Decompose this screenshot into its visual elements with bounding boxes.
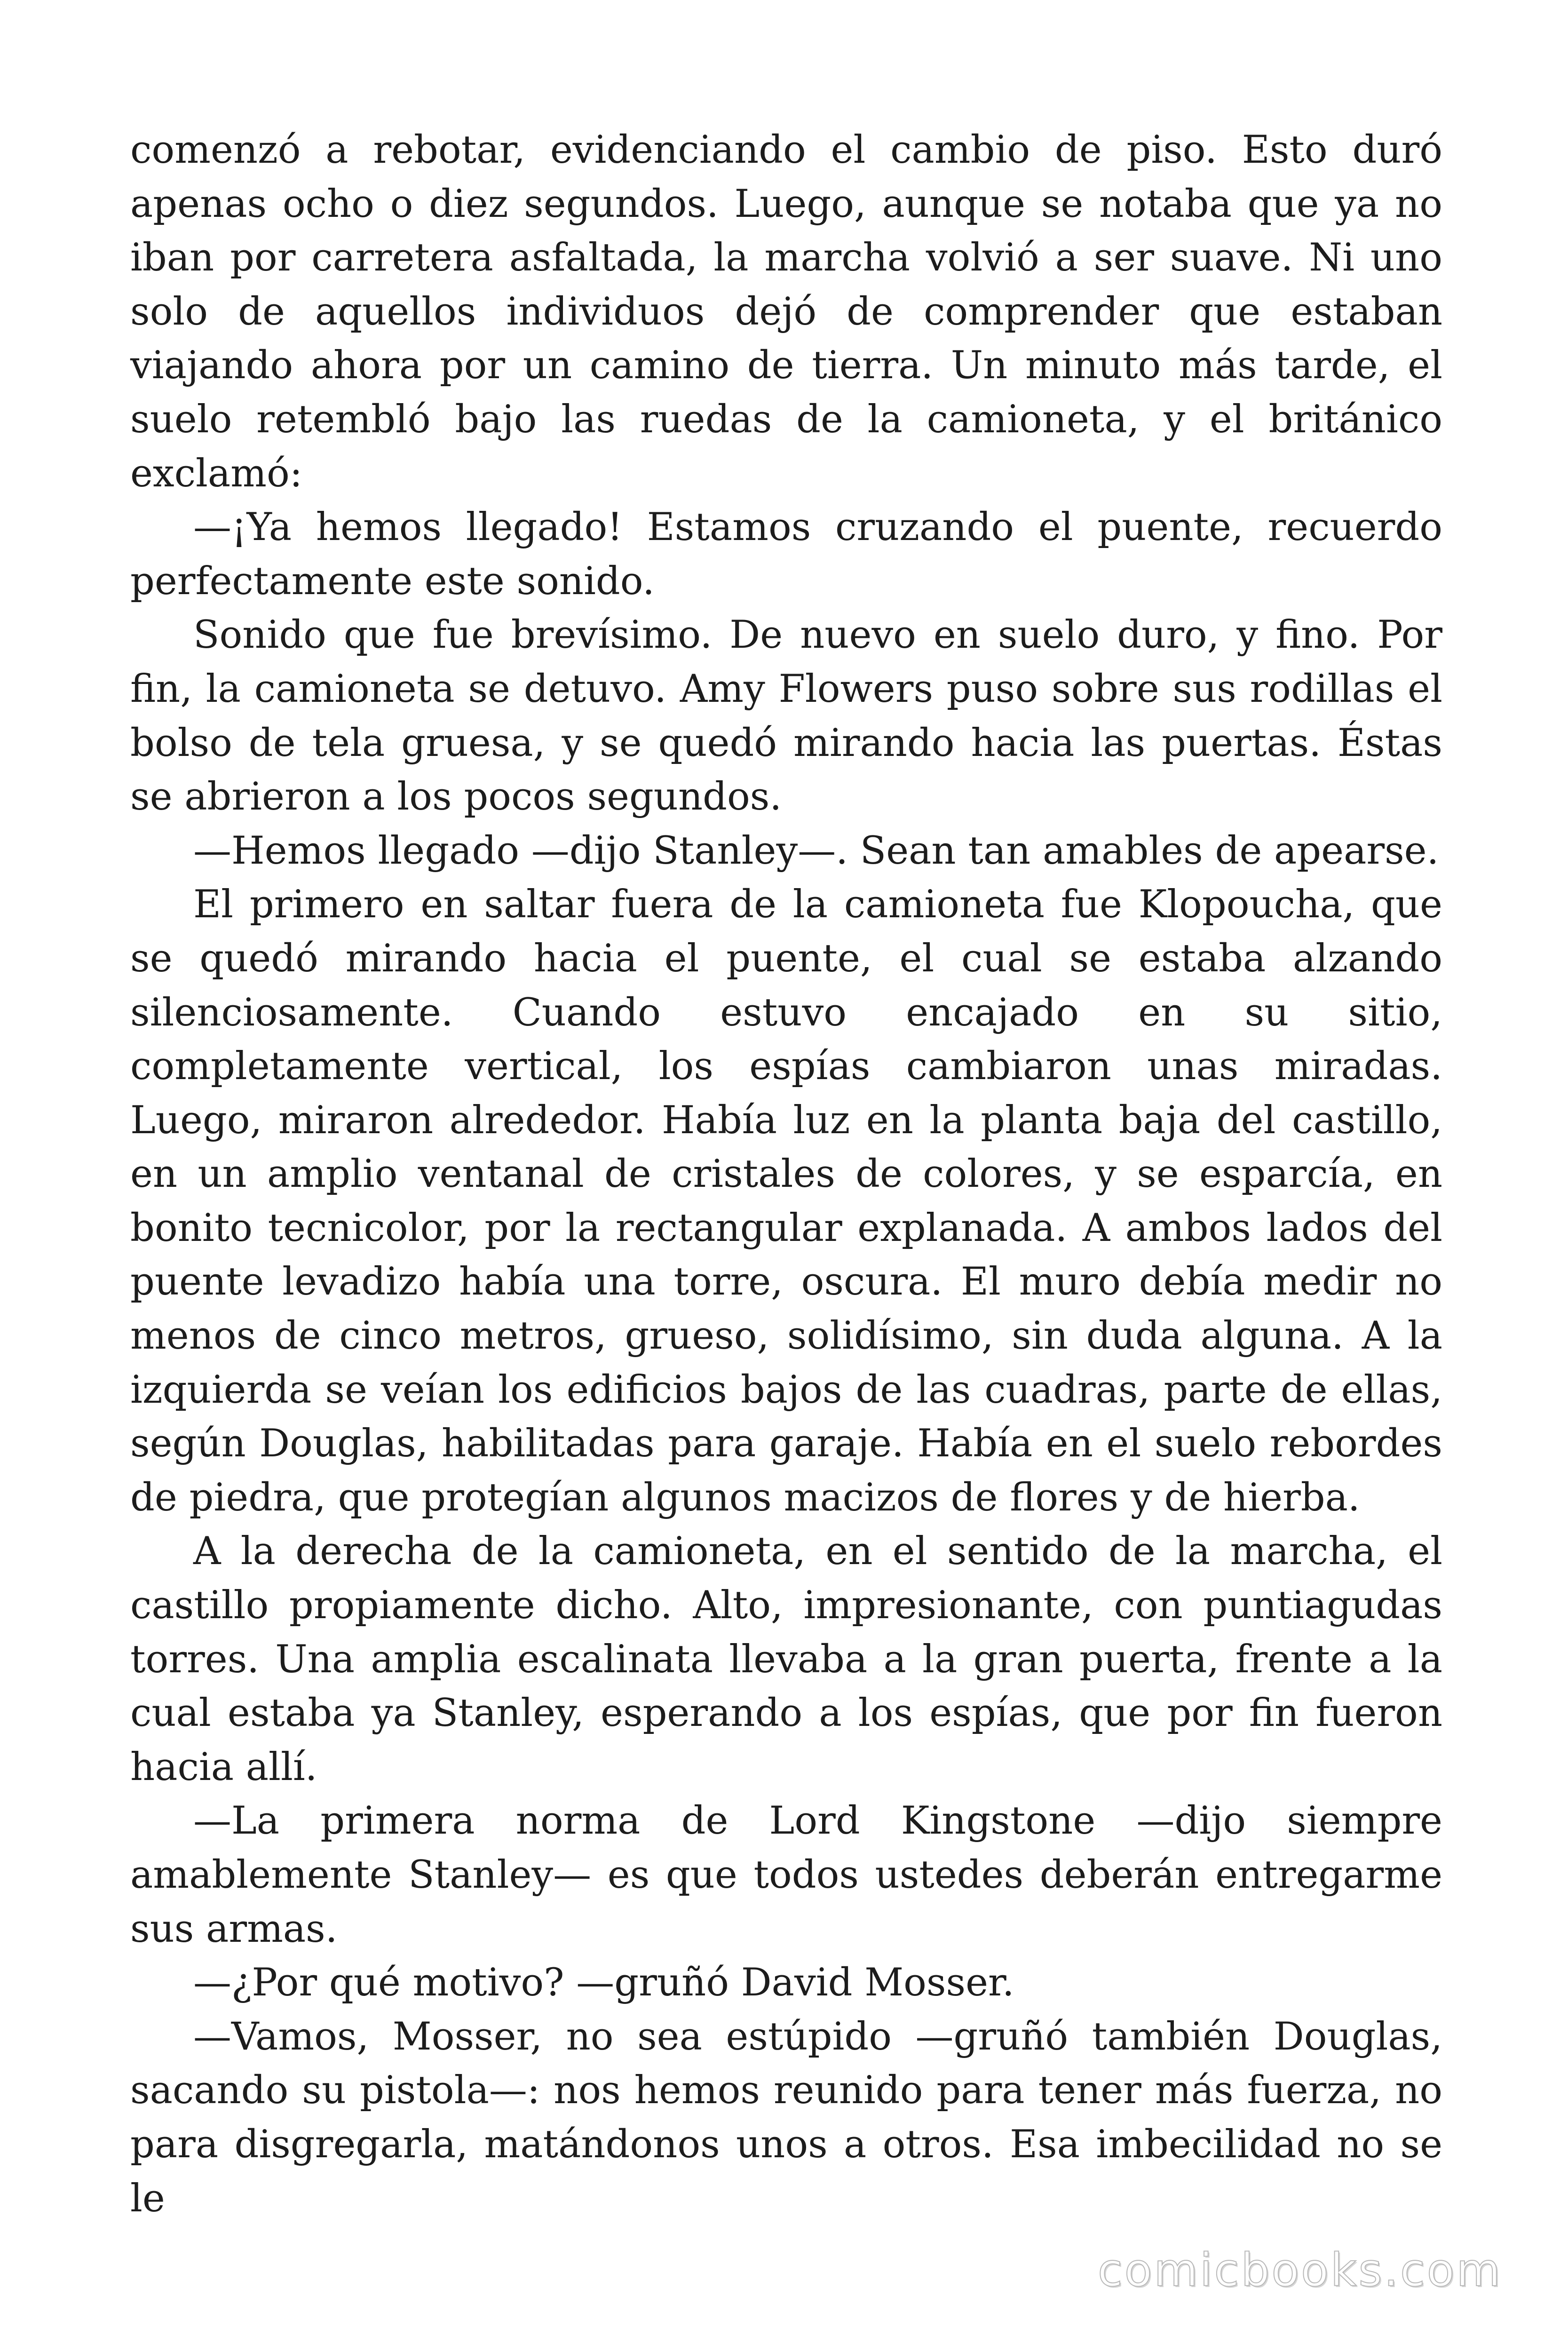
paragraph-3: Sonido que fue brevísimo. De nuevo en suelo duro, y fino. Por fin, la camioneta se detuvo. Amy Flowers puso sobre sus rodillas el bolso de tela gruesa, y se quedó mirando hacia las puertas. Éstas se abrieron a los pocos segundos. bbox=[130, 613, 1442, 819]
paragraph-9: —Vamos, Mosser, no sea estúpido —gruñó también Douglas, sacando su pistola—: nos hemos reunido para tener más fuerza, no para disgregarla, matándonos unos a otros. Esa imbecilidad no se le bbox=[130, 2014, 1442, 2221]
paragraph-4: —Hemos llegado —dijo Stanley—. Sean tan amables de apearse. bbox=[193, 828, 1439, 873]
paragraph-5: El primero en saltar fuera de la camioneta fue Klopoucha, que se quedó mirando hacia el puente, el cual se estaba alzando silenciosamente. Cuando estuvo encajado en su sitio, completamente vertical, los espías cambiaron unas miradas. Luego, miraron alrededor. Había luz en la planta baja del castillo, en un amplio ventanal de cristales de colores, y se esparcía, en bonito tecnicolor, por la rectangular explanada. A ambos lados del puente levadizo había una torre, oscura. El muro debía medir no menos de cinco metros, grueso, solidísimo, sin duda alguna. A la izquierda se veían los edificios bajos de las cuadras, parte de ellas, según Douglas, habilitadas para garaje. Había en el suelo rebordes de piedra, que protegían algunos macizos de flores y de hierba. bbox=[130, 882, 1442, 1520]
paragraph-6: A la derecha de la camioneta, en el sentido de la marcha, el castillo propiamente dicho. Alto, impresionante, con puntiagudas torres. Una amplia escalinata llevaba a la gran puerta, frente a la cual estaba ya Stanley, esperando a los espías, que por fin fueron hacia allí. bbox=[130, 1529, 1442, 1789]
paragraph-8: —¿Por qué motivo? —gruñó David Mosser. bbox=[193, 1961, 1014, 2005]
paragraph-1: comenzó a rebotar, evidenciando el cambio de piso. Esto duró apenas ocho o diez segundos. Luego, aunque se notaba que ya no iban por carretera asfaltada, la marcha volvió a ser suave. Ni uno solo de aquellos individuos dejó de comprender que estaban viajando ahora por un camino de tierra. Un minuto más tarde, el suelo retembló bajo las ruedas de la camioneta, y el británico exclamó: bbox=[130, 128, 1442, 496]
paragraph-2: —¡Ya hemos llegado! Estamos cruzando el puente, recuerdo perfectamente este sonido. bbox=[130, 505, 1442, 604]
paragraph-7: —La primera norma de Lord Kingstone —dijo siempre amablemente Stanley— es que todos ustedes deberán entregarme sus armas. bbox=[130, 1799, 1442, 1951]
watermark-logo: comicbooks.com bbox=[1097, 2244, 1502, 2296]
book-page-text bbox=[130, 123, 1442, 2225]
